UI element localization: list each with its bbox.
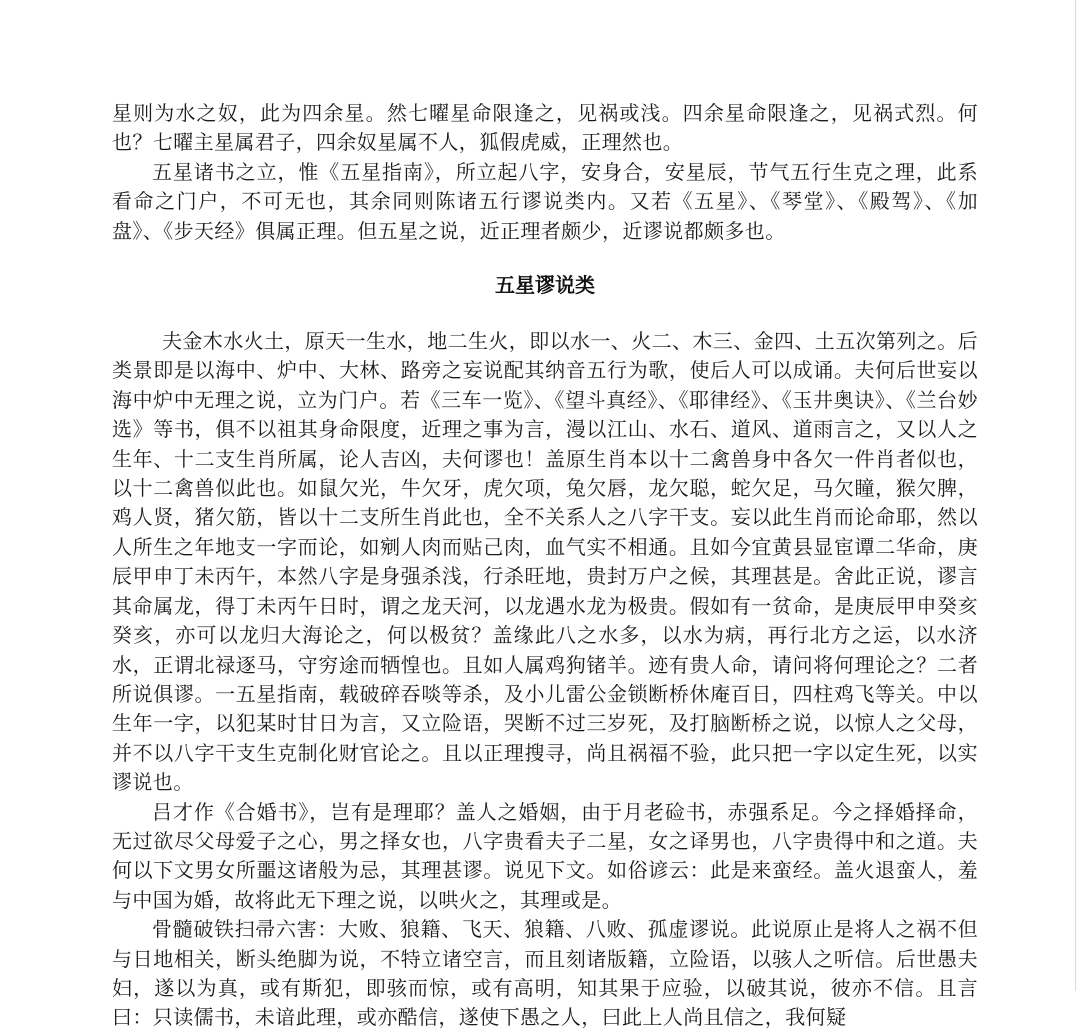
section-title: 五星谬说类: [495, 273, 595, 298]
paragraph-five-star-books: 五星诸书之立，惟《五星指南》，所立起八字，安身合，安星辰，节气五行生克之理，此系看命之门户，不可无也，其余同则陈诸五行谬说类内。又若《五星》、《琴堂》、《殿驾》、《加盘》、《步天经》俱属正理。但五星之说，近正理者颇少，近谬说都颇多也。: [112, 159, 978, 243]
document-body: [112, 99, 978, 1033]
paragraph-six-harms: 骨髓破铁扫帚六害：大败、狼籍、飞天、狼籍、八败、孤虚谬说。此说原止是将人之祸不但与日地相关，断头绝脚为说，不特立诸空言，而且刻诸版籍，立险语，以骇人之听信。后世愚夫妇，遂以为真，或有斯犯，即骇而惊，或有高明，知其果于应验，以破其说，彼亦不信。且言曰：只读儒书，未谙此理，或亦酷信，遂使下愚之人，曰此上人尚且信之，我何疑: [112, 917, 978, 1030]
paragraph-five-elements: 夫金木水火土，原天一生水，地二生火，即以水一、火二、木三、金四、土五次第列之。后类景即是以海中、炉中、大林、路旁之妄说配其纳音五行为歌，使后人可以成诵。夫何后世妄以海中炉中无理之说，立为门户。若《三车一览》、《望斗真经》、《耶律经》、《玉井奥诀》、《兰台妙选》等书，俱不以祖其身命限度，近理之事为言，漫以江山、水石、道风、道雨言之，又以人之生年、十二支生肖所属，论人吉凶，夫何谬也！盖原生肖本以十二禽兽身中各欠一件肖者似也，以十二禽兽似此也。如鼠欠光，牛欠牙，虎欠项，兔欠唇，龙欠聪，蛇欠足，马欠瞳，猴欠脾，鸡人贤，猪欠筋，皆以十二支所生肖此也，全不关系人之八字干支。妄以此生肖而论命耶，然以人所生之年地支一字而论，如剜人肉而贴己肉，血气实不相通。且如今宜黄县显宦谭二华命，庚辰甲申丁未丙午，本然八字是身强杀浅，行杀旺地，贵封万户之候，其理甚是。舍此正说，谬言其命属龙，得丁未丙午日时，谓之龙天河，以龙遇水龙为极贵。假如有一贫命，是庚辰甲申癸亥癸亥，亦可以龙归大海论之，何以极贫？盖缘此八之水多，以水为病，再行北方之运，以水济水，正谓北禄逐马，守穷途而牺惶也。且如人属鸡狗锗羊。迹有贵人命，请问将何理论之？二者所说俱谬。一五星指南，载破碎吞啖等杀，及小儿雷公金锁断桥休庵百日，四柱鸡飞等关。中以生年一字，以犯某时甘日为言，又立险语，哭断不过三岁死，及打脑断桥之说，以惊人之父母，并不以八字干支生克制化财官论之。且以正理搜寻，尚且祸福不验，此只把一字以定生死，以实谬说也。: [112, 329, 978, 795]
paragraph-marriage-book: 吕才作《合婚书》，岂有是理耶？盖人之婚姻，由于月老硷书，赤强系足。今之择婚择命，无过欲尽父母爱子之心，男之择女也，八字贵看夫子二星，女之译男也，八字贵得中和之道。夫何以下文男女所噩这诸般为忌，其理甚谬。说见下文。如俗谚云：此是来蛮经。盖火退蛮人，羞与中国为婚，故将此无下理之说，以哄火之，其理或是。: [112, 799, 978, 912]
page-edge-divider: [1075, 0, 1076, 991]
paragraph-continuation: 星则为水之奴，此为四余星。然七曜星命限逢之，见祸或浅。四余星命限逢之，见祸式烈。何也？七曜主星属君子，四余奴星属不人，狐假虎威，正理然也。: [112, 101, 978, 155]
